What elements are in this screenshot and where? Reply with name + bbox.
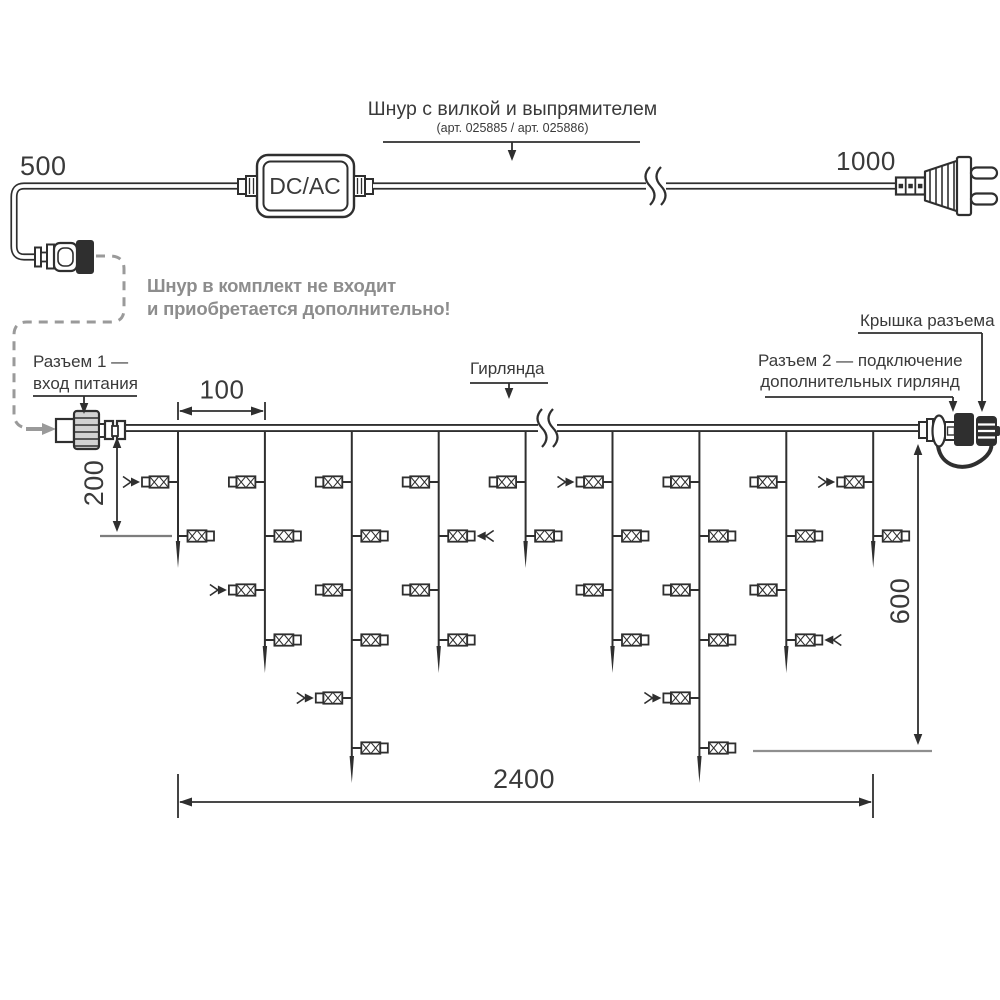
cord-routing-dashed-path (14, 256, 124, 428)
flash-arrow-icon (210, 585, 227, 596)
drop-4-medium (403, 432, 494, 673)
flash-arrow-icon (558, 477, 575, 488)
dim-cord-right: 1000 (836, 146, 896, 176)
dim-long-drop: 600 (884, 577, 915, 625)
power-plug (896, 157, 997, 215)
lamp-icon (352, 634, 388, 645)
lamp-icon (786, 634, 822, 645)
lamp-icon (229, 584, 265, 595)
lamp-icon (699, 530, 735, 541)
drop-8-medium (750, 432, 841, 673)
routing-arrow-icon (26, 423, 56, 435)
lamp-icon (403, 476, 439, 487)
lamp-icon (613, 634, 649, 645)
lamp-icon (750, 476, 786, 487)
dim-drop-spacing: 100 (199, 374, 245, 405)
lamp-icon (352, 742, 388, 753)
dim-short-drop: 200 (78, 459, 109, 507)
dcac-converter-label: DC/AC (269, 173, 341, 200)
connector-cap (977, 417, 1000, 445)
flash-arrow-icon (824, 635, 841, 646)
lamp-icon (837, 476, 873, 487)
lamp-icon (316, 584, 352, 595)
lamp-icon (613, 530, 649, 541)
lamp-icon (142, 476, 178, 487)
flash-arrow-icon (123, 477, 140, 488)
drop-2-medium (210, 432, 301, 673)
dim-cord-left: 500 (20, 151, 67, 181)
cord-title-label: Шнур с вилкой и выпрямителем (367, 98, 658, 120)
lamp-icon (699, 634, 735, 645)
cap-label: Крышка разъема (860, 311, 995, 330)
lamp-icon (577, 476, 613, 487)
lamp-icon (439, 634, 475, 645)
note-line2: и приобретается дополнительно! (147, 297, 451, 319)
power-cord-right (373, 167, 897, 205)
lamp-icon (178, 530, 214, 541)
lamp-icon (786, 530, 822, 541)
lamp-icon (265, 634, 301, 645)
garland-main-wire (124, 409, 921, 447)
lamp-icon (316, 692, 352, 703)
garland-label: Гирлянда (470, 359, 545, 378)
drop-3-long (297, 432, 388, 783)
pointer-connector1 (33, 396, 137, 414)
lamp-icon (663, 692, 699, 703)
drop-6-medium (558, 432, 649, 673)
note-line1: Шнур в комплект не входит (147, 275, 396, 296)
cord-not-included-note (147, 275, 450, 320)
cord-articles-label: (арт. 025885 / арт. 025886) (436, 121, 589, 135)
dim-garland-length: 2400 (492, 763, 556, 794)
lamp-icon (439, 530, 475, 541)
drop-1-short (123, 432, 214, 568)
lamp-icon (490, 476, 526, 487)
drop-5-short (490, 432, 562, 568)
lamp-icon (873, 530, 909, 541)
flash-arrow-icon (644, 693, 661, 704)
lamp-icon (229, 476, 265, 487)
lamp-icon (265, 530, 301, 541)
lamp-icon (663, 476, 699, 487)
connector1-label: Разъем 1 — вход питания (33, 352, 138, 393)
drop-7-long (644, 432, 735, 783)
lamp-icon (403, 584, 439, 595)
lamp-icon (663, 584, 699, 595)
pointer-connector2 (765, 397, 957, 412)
flash-arrow-icon (818, 477, 835, 488)
lamp-icon (316, 476, 352, 487)
pointer-cord-title (383, 142, 640, 161)
lamp-icon (526, 530, 562, 541)
connector2-label: Разъем 2 — подключение дополнительных гирлянд (758, 351, 963, 391)
lamp-icon (750, 584, 786, 595)
cord-end-connector (35, 241, 93, 273)
pointer-garland (470, 383, 548, 399)
lamp-icon (352, 530, 388, 541)
lamp-icon (577, 584, 613, 595)
flash-arrow-icon (477, 531, 494, 542)
drop-9-short (818, 432, 909, 568)
lamp-icon (699, 742, 735, 753)
flash-arrow-icon (297, 693, 314, 704)
